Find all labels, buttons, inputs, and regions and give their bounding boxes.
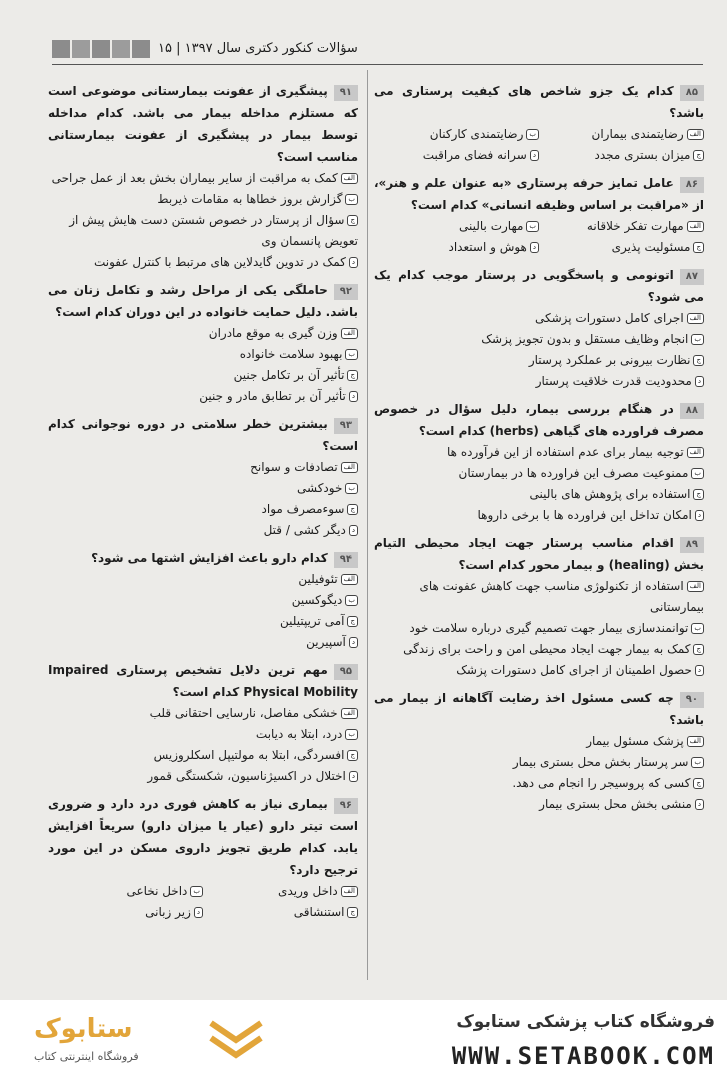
option-text: وزن گیری به موقع مادران bbox=[208, 326, 338, 340]
option-marker: ج bbox=[347, 504, 358, 515]
page-header bbox=[0, 32, 727, 68]
option-text: خشکی مفاصل، نارسایی احتقانی قلب bbox=[149, 706, 338, 720]
answer-option bbox=[48, 766, 358, 787]
answer-options bbox=[48, 323, 358, 407]
answer-option bbox=[48, 520, 358, 541]
store-logo-subtitle: فروشگاه اینترنتی کتاب bbox=[34, 1050, 139, 1063]
option-marker: د bbox=[695, 510, 704, 521]
option-marker: الف bbox=[687, 313, 704, 324]
option-text: خودکشی bbox=[297, 481, 343, 495]
answer-options bbox=[374, 216, 704, 258]
store-url-link[interactable]: WWW.SETABOOK.COM bbox=[451, 1042, 715, 1070]
answer-options bbox=[374, 124, 704, 166]
answer-option bbox=[374, 216, 539, 237]
option-text: افسردگی، ابتلا به مولتیپل اسکلروزیس bbox=[153, 748, 345, 762]
answer-option bbox=[48, 386, 358, 407]
option-marker: ب bbox=[345, 349, 358, 360]
store-banner bbox=[0, 1000, 727, 1080]
question-item bbox=[48, 547, 358, 653]
question-item bbox=[48, 793, 358, 923]
option-text: منشی بخش محل بستری بیمار bbox=[539, 797, 692, 811]
answer-option bbox=[48, 902, 203, 923]
option-text: کمک به مراقبت از سایر بیماران بخش بعد از عمل جراحی bbox=[51, 171, 338, 185]
option-text: رضایتمندی بیماران bbox=[591, 127, 684, 141]
option-marker: ب bbox=[526, 129, 539, 140]
question-text: اتونومی و پاسخگویی در پرستار موجب کدام یک می شود؟ bbox=[374, 268, 704, 304]
option-marker: ب bbox=[691, 334, 704, 345]
answer-option bbox=[374, 618, 704, 639]
answer-option bbox=[374, 660, 704, 681]
option-text: داخل نخاعی bbox=[126, 884, 188, 898]
answer-options bbox=[374, 731, 704, 815]
option-text: آمی تریپتیلین bbox=[279, 614, 345, 628]
option-text: امکان تداخل این فراورده ها با برخی داروها bbox=[477, 508, 692, 522]
option-marker: الف bbox=[687, 581, 704, 592]
answer-option bbox=[48, 210, 358, 252]
option-text: پزشک مسئول بیمار bbox=[586, 734, 684, 748]
option-marker: ج bbox=[693, 150, 704, 161]
answer-option bbox=[48, 457, 358, 478]
option-text: حصول اطمینان از اجرای کامل دستورات پزشک bbox=[456, 663, 692, 677]
answer-option bbox=[374, 371, 704, 392]
store-logo-text: ستابوک bbox=[34, 1014, 133, 1044]
option-marker: ج bbox=[693, 242, 704, 253]
question-number: ۹۰ bbox=[680, 692, 704, 708]
option-marker: د bbox=[349, 391, 358, 402]
answer-options bbox=[374, 442, 704, 526]
option-marker: د bbox=[530, 150, 539, 161]
option-text: توجیه بیمار برای عدم استفاده از این فرآورده ها bbox=[447, 445, 684, 459]
option-text: تأثیر آن بر تطابق مادر و جنین bbox=[199, 389, 346, 403]
option-marker: ج bbox=[347, 616, 358, 627]
option-text: کمک در تدوین گایدلاین های مرتبط با کنترل عفونت bbox=[93, 255, 346, 269]
answer-options bbox=[48, 703, 358, 787]
option-text: نظارت بیرونی بر عملکرد پرستار bbox=[528, 353, 691, 367]
question-item bbox=[374, 80, 704, 166]
question-number: ۹۴ bbox=[334, 552, 358, 568]
column-divider bbox=[367, 70, 368, 980]
answer-option bbox=[48, 611, 358, 632]
option-marker: ب bbox=[345, 595, 358, 606]
question-item bbox=[374, 532, 704, 681]
answer-option bbox=[48, 881, 203, 902]
question-text: حاملگی یکی از مراحل رشد و تکامل زنان می باشد. دلیل حمایت خانواده در این دوران کدام است؟ bbox=[48, 283, 358, 319]
option-marker: ب bbox=[526, 221, 539, 232]
answer-option bbox=[374, 752, 704, 773]
option-text: سر پرستار بخش محل بستری بیمار bbox=[512, 755, 689, 769]
question-stem bbox=[48, 80, 358, 168]
answer-options bbox=[48, 881, 358, 923]
answer-option bbox=[48, 745, 358, 766]
question-text: اقدام مناسب پرستار جهت ایجاد محیطی التیام بخش (healing) و بیمار محور کدام است؟ bbox=[374, 536, 704, 572]
option-text: کمک به بیمار جهت ایجاد محیطی امن و راحت برای زندگی bbox=[403, 642, 691, 656]
answer-option bbox=[48, 344, 358, 365]
question-item bbox=[374, 264, 704, 392]
answer-option bbox=[374, 731, 704, 752]
answer-options bbox=[48, 457, 358, 541]
question-text: مهم ترین دلایل تشخیص پرستاری Impaired Physical Mobility کدام است؟ bbox=[48, 663, 358, 699]
option-marker: ج bbox=[347, 907, 358, 918]
option-text: گزارش بروز خطاها به مقامات ذیربط bbox=[157, 192, 343, 206]
question-item bbox=[48, 413, 358, 541]
option-marker: د bbox=[349, 257, 358, 268]
option-marker: د bbox=[349, 637, 358, 648]
option-text: اختلال در اکسیژناسیون، شکستگی قمور bbox=[147, 769, 346, 783]
option-marker: د bbox=[349, 771, 358, 782]
option-marker: د bbox=[349, 525, 358, 536]
option-marker: الف bbox=[687, 447, 704, 458]
option-text: کسی که پروسیجر را انجام می دهد. bbox=[512, 776, 691, 790]
option-marker: الف bbox=[341, 574, 358, 585]
option-marker: ج bbox=[693, 644, 704, 655]
question-text: پیشگیری از عفونت بیمارستانی موضوعی است که مستلزم مداخله بیمار می باشد. کدام مداخله توسط بیمار در پیشگیری از عفونت بیمارستانی مناسب است؟ bbox=[48, 84, 358, 164]
option-marker: ب bbox=[691, 468, 704, 479]
option-text: هوش و استعداد bbox=[448, 240, 527, 254]
answer-option bbox=[48, 724, 358, 745]
option-text: درد، ابتلا به دیابت bbox=[255, 727, 343, 741]
book-logo-icon bbox=[206, 1018, 266, 1068]
option-text: میزان بستری مجدد bbox=[594, 148, 691, 162]
option-marker: ب bbox=[345, 194, 358, 205]
option-marker: ج bbox=[693, 778, 704, 789]
question-number: ۸۷ bbox=[680, 269, 704, 285]
answer-option bbox=[374, 308, 704, 329]
question-number: ۸۸ bbox=[680, 403, 704, 419]
header-rule bbox=[52, 64, 703, 65]
question-stem bbox=[48, 547, 358, 569]
question-stem bbox=[374, 687, 704, 731]
right-column bbox=[374, 80, 704, 821]
option-marker: ب bbox=[345, 483, 358, 494]
option-marker: ج bbox=[347, 370, 358, 381]
answer-options bbox=[374, 576, 704, 681]
answer-option bbox=[374, 463, 704, 484]
option-marker: ج bbox=[347, 750, 358, 761]
answer-option bbox=[203, 902, 358, 923]
answer-options bbox=[48, 569, 358, 653]
answer-option bbox=[539, 216, 704, 237]
option-marker: ب bbox=[345, 729, 358, 740]
question-item bbox=[48, 80, 358, 273]
option-marker: ج bbox=[693, 489, 704, 500]
question-item bbox=[374, 172, 704, 258]
option-marker: ب bbox=[691, 623, 704, 634]
answer-option bbox=[374, 124, 539, 145]
question-text: عامل تمایز حرفه پرستاری «به عنوان علم و هنر»، از «مراقبت بر اساس وظیفه انسانی» کدام است؟ bbox=[374, 176, 704, 212]
option-marker: د bbox=[695, 799, 704, 810]
answer-option bbox=[374, 145, 539, 166]
answer-option bbox=[374, 442, 704, 463]
question-number: ۸۹ bbox=[680, 537, 704, 553]
answer-option bbox=[539, 237, 704, 258]
answer-option bbox=[374, 329, 704, 350]
option-marker: الف bbox=[341, 886, 358, 897]
answer-option bbox=[539, 124, 704, 145]
answer-options bbox=[48, 168, 358, 273]
answer-option bbox=[48, 499, 358, 520]
question-item bbox=[374, 398, 704, 526]
answer-option bbox=[374, 576, 704, 618]
question-stem bbox=[374, 398, 704, 442]
option-marker: الف bbox=[341, 708, 358, 719]
answer-option bbox=[374, 484, 704, 505]
option-text: استفاده از تکنولوژی مناسب جهت کاهش عفونت های بیمارستانی bbox=[419, 579, 704, 614]
option-text: سؤال از پرستار در خصوص شستن دست هایش پیش از تعویض پانسمان وی bbox=[69, 213, 358, 248]
option-text: محدودیت قدرت خلاقیت پرستار bbox=[535, 374, 692, 388]
question-number: ۹۱ bbox=[334, 85, 358, 101]
answer-option bbox=[48, 703, 358, 724]
question-item bbox=[48, 659, 358, 787]
option-text: زیر زبانی bbox=[145, 905, 191, 919]
option-marker: ب bbox=[691, 757, 704, 768]
option-text: داخل وریدی bbox=[278, 884, 338, 898]
answer-option bbox=[48, 252, 358, 273]
question-number: ۸۶ bbox=[680, 177, 704, 193]
question-text: بیماری نیاز به کاهش فوری درد دارد و ضروری است تیتر دارو (عیار یا میزان دارو) سریعاً افزایش یابد. کدام طریق تجویز داروی مسکن در این مورد ترجیح دارد؟ bbox=[48, 797, 358, 877]
answer-option bbox=[48, 168, 358, 189]
question-stem bbox=[48, 659, 358, 703]
option-marker: الف bbox=[687, 736, 704, 747]
answer-option bbox=[374, 794, 704, 815]
option-text: آسپیرین bbox=[306, 635, 346, 649]
answer-option bbox=[48, 590, 358, 611]
question-number: ۹۶ bbox=[334, 798, 358, 814]
option-text: مسئولیت پذیری bbox=[611, 240, 691, 254]
answer-option bbox=[48, 478, 358, 499]
option-marker: الف bbox=[341, 173, 358, 184]
option-text: انجام وظایف مستقل و بدون تجویز پزشک bbox=[481, 332, 689, 346]
option-text: سرانه فضای مراقبت bbox=[422, 148, 527, 162]
answer-option bbox=[48, 632, 358, 653]
question-stem bbox=[48, 413, 358, 457]
answer-option bbox=[374, 639, 704, 660]
question-text: کدام دارو باعث افزایش اشتها می شود؟ bbox=[91, 551, 328, 565]
question-text: کدام یک جزو شاخص های کیفیت پرستاری می باشد؟ bbox=[374, 84, 704, 120]
answer-option bbox=[48, 323, 358, 344]
option-text: مهارت بالینی bbox=[458, 219, 524, 233]
question-text: در هنگام بررسی بیمار، دلیل سؤال در خصوص مصرف فراورده های گیاهی (herbs) کدام است؟ bbox=[374, 402, 704, 438]
answer-option bbox=[203, 881, 358, 902]
question-number: ۹۳ bbox=[334, 418, 358, 434]
option-text: دیگوکسین bbox=[291, 593, 343, 607]
option-marker: د bbox=[194, 907, 203, 918]
answer-option bbox=[374, 773, 704, 794]
store-name: فروشگاه کتاب پزشکی ستابوک bbox=[456, 1012, 715, 1032]
option-text: تصادفات و سوانح bbox=[250, 460, 338, 474]
header-title: سؤالات کنکور دکتری سال ۱۳۹۷ | ۱۵ bbox=[158, 41, 358, 56]
option-text: تأثیر آن بر تکامل جنین bbox=[233, 368, 345, 382]
option-text: بهبود سلامت خانواده bbox=[239, 347, 343, 361]
header-decoration bbox=[52, 40, 152, 58]
option-text: توانمندسازی بیمار جهت تصمیم گیری درباره سلامت خود bbox=[409, 621, 689, 635]
option-text: استنشاقی bbox=[293, 905, 345, 919]
left-column bbox=[48, 80, 358, 929]
option-marker: ج bbox=[693, 355, 704, 366]
option-marker: د bbox=[530, 242, 539, 253]
answer-option bbox=[48, 365, 358, 386]
question-text: بیشترین خطر سلامتی در دوره نوجوانی کدام است؟ bbox=[48, 417, 358, 453]
option-marker: الف bbox=[341, 328, 358, 339]
question-stem bbox=[374, 172, 704, 216]
option-text: تئوفیلین bbox=[298, 572, 338, 586]
question-stem bbox=[48, 279, 358, 323]
option-text: دیگر کشی / قتل bbox=[263, 523, 346, 537]
option-marker: ب bbox=[190, 886, 203, 897]
answer-option bbox=[374, 237, 539, 258]
option-marker: الف bbox=[341, 462, 358, 473]
option-text: سوءمصرف مواد bbox=[261, 502, 345, 516]
option-marker: الف bbox=[687, 221, 704, 232]
answer-option bbox=[374, 505, 704, 526]
question-stem bbox=[374, 80, 704, 124]
question-stem bbox=[48, 793, 358, 881]
question-number: ۹۵ bbox=[334, 664, 358, 680]
question-number: ۹۲ bbox=[334, 284, 358, 300]
answer-option bbox=[374, 350, 704, 371]
answer-option bbox=[48, 569, 358, 590]
question-stem bbox=[374, 264, 704, 308]
question-text: چه کسی مسئول اخذ رضایت آگاهانه از بیمار می باشد؟ bbox=[374, 691, 704, 727]
option-text: استفاده برای پژوهش های بالینی bbox=[529, 487, 691, 501]
option-text: ممنوعیت مصرف این فراورده ها در بیمارستان bbox=[458, 466, 689, 480]
option-marker: الف bbox=[687, 129, 704, 140]
option-text: مهارت تفکر خلاقانه bbox=[586, 219, 684, 233]
option-text: اجرای کامل دستورات پزشکی bbox=[534, 311, 684, 325]
answer-option bbox=[539, 145, 704, 166]
answer-options bbox=[374, 308, 704, 392]
question-number: ۸۵ bbox=[680, 85, 704, 101]
question-item bbox=[48, 279, 358, 407]
option-marker: ج bbox=[347, 215, 358, 226]
option-marker: د bbox=[695, 376, 704, 387]
option-text: رضایتمندی کارکنان bbox=[429, 127, 524, 141]
option-marker: د bbox=[695, 665, 704, 676]
question-stem bbox=[374, 532, 704, 576]
question-item bbox=[374, 687, 704, 815]
answer-option bbox=[48, 189, 358, 210]
